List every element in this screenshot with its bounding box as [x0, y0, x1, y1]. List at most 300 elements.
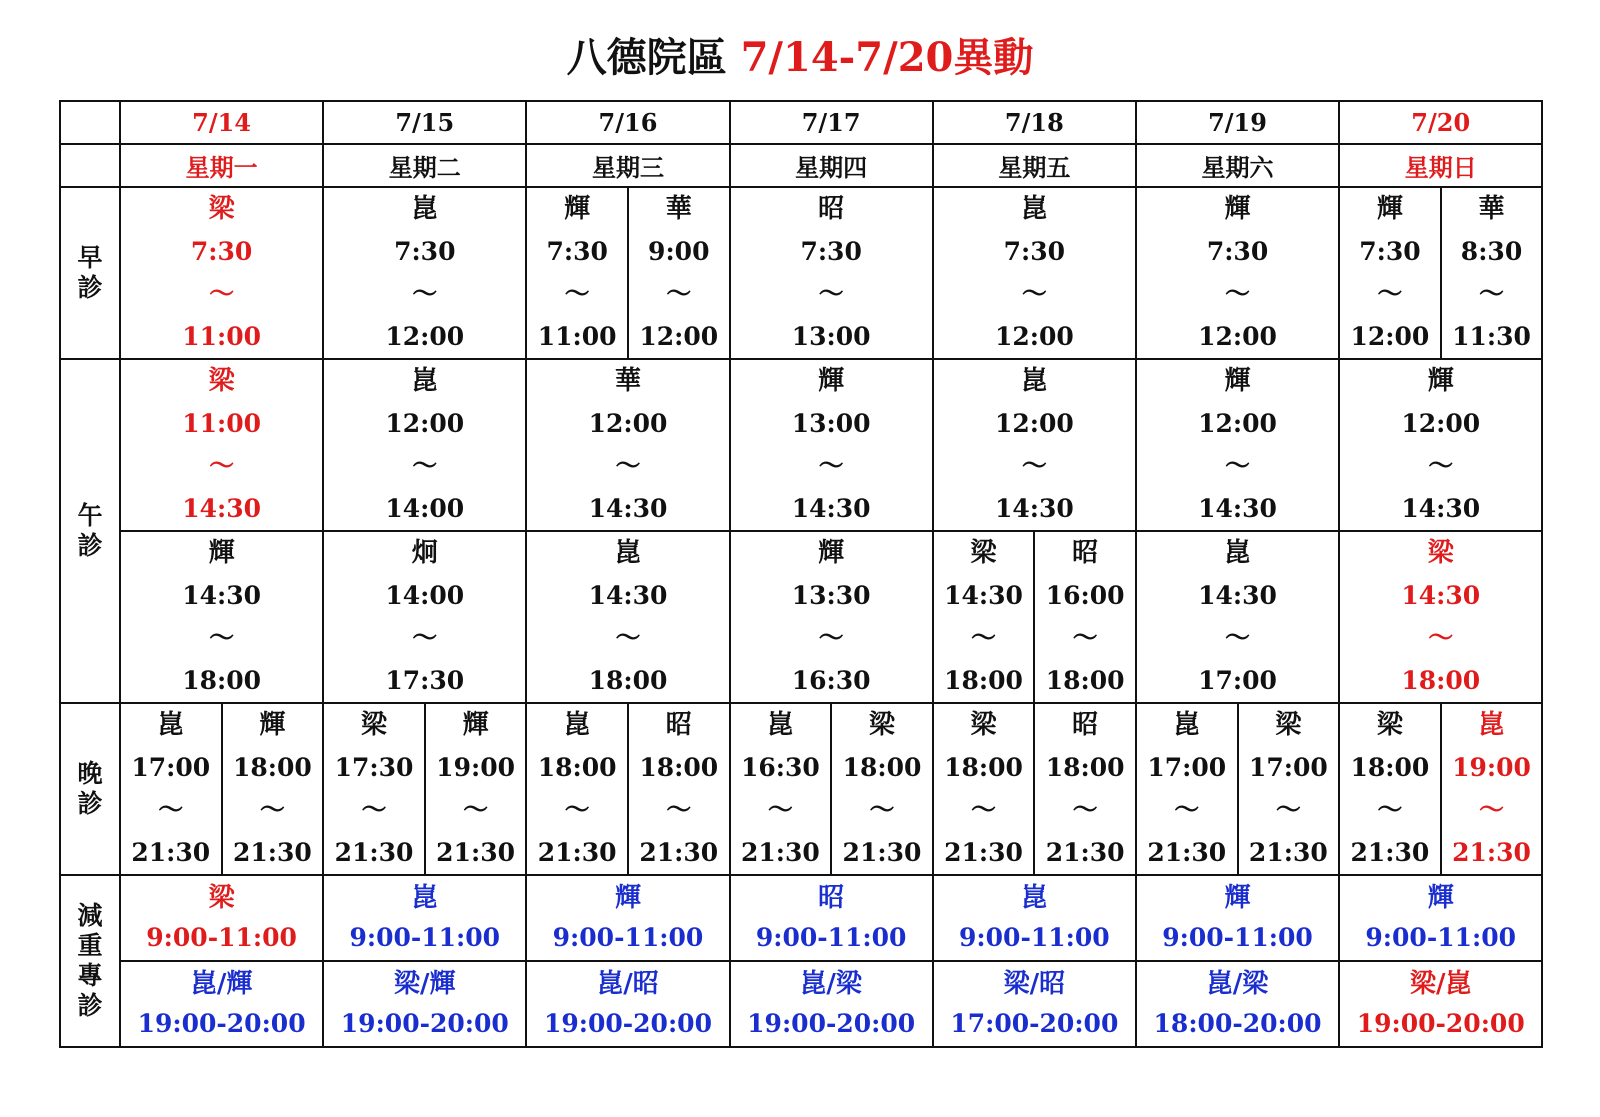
- shift-cell: [933, 703, 1035, 875]
- weight-cell: [526, 875, 729, 961]
- end-time: 21:30: [334, 837, 414, 867]
- doctor-name: 輝: [818, 366, 845, 397]
- doctor-name: 輝: [1427, 883, 1454, 913]
- end-time: 21:30: [1350, 837, 1430, 867]
- tilde: ～: [1275, 795, 1301, 825]
- end-time: 21:30: [1248, 837, 1328, 867]
- tilde: ～: [1174, 795, 1200, 825]
- doctor-name: 崑: [1173, 710, 1200, 741]
- shift-cell: [323, 531, 526, 703]
- weight-block: [1340, 883, 1541, 953]
- weight-block: [731, 969, 932, 1039]
- end-time: 21:30: [131, 837, 211, 867]
- shift-cell: [1136, 187, 1339, 359]
- afternoon-label: [60, 359, 120, 703]
- tilde: ～: [666, 279, 692, 309]
- session-time: 17:00-20:00: [950, 1009, 1119, 1038]
- doctor-name: 輝: [1224, 366, 1251, 397]
- shift-block: [934, 704, 1034, 874]
- doctor-name: 輝: [818, 538, 845, 569]
- tilde: ～: [1021, 451, 1047, 481]
- session-time: 9:00-11:00: [755, 923, 907, 952]
- session-time: 9:00-11:00: [959, 923, 1110, 952]
- doctor-name: 梁: [208, 194, 235, 225]
- tilde: ～: [767, 795, 793, 825]
- doctor-name: 崑: [1021, 883, 1048, 913]
- date-cell: 7/16: [526, 101, 729, 144]
- shift-cell: [1136, 359, 1339, 531]
- tilde: ～: [1225, 623, 1251, 653]
- shift-cell: [526, 531, 729, 703]
- date-row: [60, 101, 1542, 144]
- label-char: 減: [77, 901, 103, 930]
- weight-cell: [1136, 961, 1339, 1047]
- start-time: 7:30: [1359, 236, 1421, 266]
- tilde: ～: [209, 279, 235, 309]
- tilde: ～: [1377, 795, 1403, 825]
- evening-label: [60, 703, 120, 875]
- tilde: ～: [1072, 623, 1098, 653]
- weekday-cell: 星期一: [120, 144, 323, 187]
- shift-cell: [526, 359, 729, 531]
- title-highlight: 7/14-7/20異動: [740, 34, 1034, 81]
- start-time: 19:00: [1452, 752, 1531, 782]
- end-time: 14:30: [994, 493, 1074, 523]
- shift-cell: [526, 187, 628, 359]
- tilde: ～: [615, 623, 641, 653]
- start-time: 18:00: [639, 752, 719, 782]
- start-time: 14:00: [385, 580, 465, 610]
- end-time: 11:00: [182, 321, 261, 351]
- end-time: 12:00: [994, 321, 1074, 351]
- label-char: 診: [77, 991, 103, 1020]
- doctor-name: 華: [1478, 194, 1505, 225]
- shift-block: [1035, 704, 1135, 874]
- doctor-name: 梁: [360, 710, 387, 741]
- shift-block: [324, 188, 525, 358]
- doctor-name: 梁/昭: [1003, 969, 1066, 999]
- tilde: ～: [1479, 279, 1505, 309]
- end-time: 11:00: [537, 321, 617, 351]
- tilde: ～: [259, 795, 285, 825]
- tilde: ～: [869, 795, 895, 825]
- doctor-name: 昭: [1072, 538, 1099, 569]
- doctor-name: 崑: [1021, 366, 1048, 397]
- doctor-name: 崑: [767, 710, 794, 741]
- doctor-name: 崑: [411, 883, 438, 913]
- doctor-name: 崑: [564, 710, 591, 741]
- tilde: ～: [209, 623, 235, 653]
- end-time: 18:00: [1401, 665, 1481, 695]
- shift-cell: [425, 703, 527, 875]
- shift-cell: [933, 531, 1035, 703]
- tilde: ～: [412, 451, 438, 481]
- session-time: 9:00-11:00: [552, 923, 704, 952]
- start-time: 7:30: [1003, 236, 1066, 266]
- session-time: 9:00-11:00: [1162, 923, 1313, 952]
- session-time: 19:00-20:00: [543, 1009, 712, 1038]
- shift-block: [1137, 188, 1338, 358]
- tilde: ～: [1021, 279, 1047, 309]
- shift-block: [832, 704, 932, 874]
- shift-block: [527, 532, 728, 702]
- weight-block: [1137, 883, 1338, 953]
- label-char: 午: [77, 501, 103, 530]
- doctor-name: 崑: [1021, 194, 1048, 225]
- tilde: ～: [564, 795, 590, 825]
- shift-block: [934, 360, 1135, 530]
- session-time: 19:00-20:00: [137, 1009, 306, 1038]
- end-time: 12:00: [1350, 321, 1430, 351]
- tilde: ～: [818, 623, 844, 653]
- shift-block: [121, 188, 322, 358]
- shift-cell: [120, 359, 323, 531]
- tilde: ～: [412, 623, 438, 653]
- shift-cell: [222, 703, 324, 875]
- weight-block: [1340, 969, 1541, 1039]
- end-time: 14:30: [588, 493, 668, 523]
- doctor-name: 梁: [970, 710, 997, 741]
- end-time: 21:30: [1147, 837, 1227, 867]
- shift-block: [1239, 704, 1339, 874]
- shift-cell: [1441, 703, 1543, 875]
- end-time: 18:00: [1045, 665, 1125, 695]
- weight-block: [527, 883, 728, 953]
- shift-block: [934, 188, 1135, 358]
- doctor-name: 梁: [970, 538, 997, 569]
- doctor-name: 梁/輝: [394, 969, 456, 999]
- end-time: 18:00: [944, 665, 1023, 695]
- shift-cell: [120, 703, 222, 875]
- start-time: 14:30: [588, 580, 668, 610]
- date-cell: 7/20: [1339, 101, 1542, 144]
- end-time: 17:00: [1198, 665, 1277, 695]
- tilde: ～: [1377, 279, 1403, 309]
- label-char: 專: [77, 961, 103, 990]
- start-time: 19:00: [436, 752, 515, 782]
- shift-cell: [323, 187, 526, 359]
- schedule-table: [59, 100, 1543, 1048]
- start-time: 17:30: [334, 752, 414, 782]
- end-time: 21:30: [1045, 837, 1125, 867]
- label-char: 診: [77, 273, 103, 302]
- shift-block: [121, 704, 221, 874]
- start-time: 13:30: [791, 580, 871, 610]
- start-time: 18:00: [1350, 752, 1430, 782]
- weight-block: [934, 969, 1135, 1039]
- weight-cell: [526, 961, 729, 1047]
- weight-block: [1137, 969, 1338, 1039]
- doctor-name: 崑: [1478, 710, 1505, 741]
- session-time: 19:00-20:00: [747, 1009, 916, 1038]
- shift-cell: [933, 187, 1136, 359]
- shift-cell: [323, 359, 526, 531]
- corner-cell: [60, 144, 120, 187]
- doctor-name: 崑: [157, 710, 184, 741]
- start-time: 17:00: [131, 752, 211, 782]
- doctor-name: 炯: [411, 538, 438, 569]
- tilde: ～: [615, 451, 641, 481]
- shift-block: [1035, 532, 1135, 702]
- end-time: 17:30: [385, 665, 465, 695]
- page-title: [0, 30, 1600, 86]
- start-time: 18:00: [537, 752, 617, 782]
- weight-cell: [323, 961, 526, 1047]
- afternoon-row-2: [60, 531, 1542, 703]
- end-time: 14:00: [385, 493, 465, 523]
- start-time: 14:30: [1401, 580, 1481, 610]
- doctor-name: 梁: [208, 366, 235, 397]
- start-time: 12:00: [385, 408, 465, 438]
- morning-label: [60, 187, 120, 359]
- end-time: 18:00: [182, 665, 261, 695]
- doctor-name: 輝: [1224, 883, 1251, 913]
- session-time: 9:00-11:00: [1365, 923, 1517, 952]
- shift-cell: [1034, 531, 1136, 703]
- end-time: 21:30: [740, 837, 820, 867]
- shift-cell: [1441, 187, 1543, 359]
- start-time: 7:30: [394, 236, 456, 266]
- shift-block: [629, 188, 729, 358]
- shift-cell: [1339, 531, 1542, 703]
- session-time: 9:00-11:00: [349, 923, 501, 952]
- weekday-cell: 星期日: [1339, 144, 1542, 187]
- end-time: 12:00: [639, 321, 719, 351]
- shift-block: [324, 704, 424, 874]
- weekday-cell: 星期五: [933, 144, 1136, 187]
- tilde: ～: [158, 795, 184, 825]
- label-char: 重: [77, 931, 103, 960]
- weight-block: [121, 883, 322, 953]
- doctor-name: 輝: [259, 710, 286, 741]
- start-time: 7:30: [1206, 236, 1269, 266]
- doctor-name: 輝: [1376, 194, 1403, 225]
- weight-block: [527, 969, 728, 1039]
- afternoon-row-1: [60, 359, 1542, 531]
- start-time: 13:00: [791, 408, 871, 438]
- tilde: ～: [412, 279, 438, 309]
- shift-block: [324, 360, 525, 530]
- start-time: 16:00: [1045, 580, 1125, 610]
- weight-cell: [730, 961, 933, 1047]
- shift-block: [1442, 188, 1542, 358]
- shift-cell: [1034, 703, 1136, 875]
- shift-block: [1340, 532, 1541, 702]
- weight-cell: [120, 961, 323, 1047]
- shift-block: [1137, 360, 1338, 530]
- shift-block: [629, 704, 729, 874]
- shift-cell: [933, 359, 1136, 531]
- start-time: 12:00: [994, 408, 1074, 438]
- shift-cell: [730, 187, 933, 359]
- weight-cell: [933, 961, 1136, 1047]
- label-char: 早: [77, 243, 103, 272]
- start-time: 7:30: [546, 236, 608, 266]
- weight-cell: [120, 875, 323, 961]
- shift-cell: [526, 703, 628, 875]
- tilde: ～: [1225, 279, 1251, 309]
- doctor-name: 崑: [614, 538, 641, 569]
- weight-cell: [933, 875, 1136, 961]
- end-time: 14:30: [1198, 493, 1277, 523]
- weight-cell: [1339, 875, 1542, 961]
- start-time: 12:00: [1401, 408, 1481, 438]
- end-time: 21:30: [944, 837, 1023, 867]
- shift-block: [731, 532, 932, 702]
- start-time: 18:00: [944, 752, 1023, 782]
- evening-row: [60, 703, 1542, 875]
- shift-block: [1442, 704, 1542, 874]
- start-time: 14:30: [182, 580, 261, 610]
- doctor-name: 昭: [818, 194, 845, 225]
- tilde: ～: [361, 795, 387, 825]
- tilde: ～: [1072, 795, 1098, 825]
- start-time: 7:30: [800, 236, 862, 266]
- shift-block: [731, 360, 932, 530]
- doctor-name: 昭: [1072, 710, 1099, 741]
- shift-cell: [831, 703, 933, 875]
- shift-cell: [628, 187, 730, 359]
- weight-cell: [730, 875, 933, 961]
- weight-cell: [323, 875, 526, 961]
- session-time: 9:00-11:00: [146, 923, 297, 952]
- start-time: 18:00: [842, 752, 922, 782]
- doctor-name: 崑/梁: [800, 969, 862, 999]
- shift-cell: [628, 703, 730, 875]
- shift-block: [121, 532, 322, 702]
- doctor-name: 崑: [411, 194, 438, 225]
- doctor-name: 梁: [1275, 710, 1302, 741]
- shift-block: [934, 532, 1034, 702]
- start-time: 18:00: [1045, 752, 1125, 782]
- doctor-name: 梁: [1376, 710, 1403, 741]
- tilde: ～: [818, 279, 844, 309]
- tilde: ～: [1479, 795, 1505, 825]
- tilde: ～: [666, 795, 692, 825]
- end-time: 21:30: [639, 837, 719, 867]
- shift-block: [223, 704, 323, 874]
- end-time: 16:30: [791, 665, 871, 695]
- shift-block: [1340, 188, 1440, 358]
- shift-cell: [1339, 359, 1542, 531]
- doctor-name: 梁: [1427, 538, 1454, 569]
- end-time: 14:30: [1401, 493, 1481, 523]
- start-time: 12:00: [1198, 408, 1277, 438]
- weight-label: [60, 875, 120, 1047]
- doctor-name: 梁/崑: [1409, 969, 1472, 999]
- doctor-name: 輝: [1427, 366, 1454, 397]
- start-time: 12:00: [588, 408, 668, 438]
- tilde: ～: [1225, 451, 1251, 481]
- date-cell: 7/19: [1136, 101, 1339, 144]
- start-time: 14:30: [1198, 580, 1277, 610]
- session-time: 19:00-20:00: [1356, 1009, 1525, 1038]
- weekday-cell: 星期六: [1136, 144, 1339, 187]
- shift-cell: [120, 187, 323, 359]
- corner-cell: [60, 101, 120, 144]
- shift-block: [121, 360, 322, 530]
- weight-block: [934, 883, 1135, 953]
- weekday-row: [60, 144, 1542, 187]
- weight-row-2: [60, 961, 1542, 1047]
- shift-block: [426, 704, 526, 874]
- doctor-name: 華: [665, 194, 692, 225]
- session-time: 19:00-20:00: [340, 1009, 509, 1038]
- date-cell: 7/15: [323, 101, 526, 144]
- start-time: 9:00: [648, 236, 710, 266]
- doctor-name: 崑/昭: [597, 969, 659, 999]
- start-time: 17:00: [1147, 752, 1227, 782]
- start-time: 14:30: [944, 580, 1023, 610]
- doctor-name: 崑/梁: [1206, 969, 1269, 999]
- end-time: 21:30: [537, 837, 617, 867]
- end-time: 21:30: [232, 837, 312, 867]
- weight-cell: [1339, 961, 1542, 1047]
- weight-block: [324, 969, 525, 1039]
- tilde: ～: [1428, 451, 1454, 481]
- start-time: 11:00: [182, 408, 261, 438]
- end-time: 21:30: [436, 837, 515, 867]
- shift-block: [527, 704, 627, 874]
- label-char: 診: [77, 789, 103, 818]
- doctor-name: 崑: [1224, 538, 1251, 569]
- doctor-name: 崑: [411, 366, 438, 397]
- shift-cell: [730, 359, 933, 531]
- doctor-name: 梁: [868, 710, 895, 741]
- shift-cell: [1136, 531, 1339, 703]
- weekday-cell: 星期二: [323, 144, 526, 187]
- weight-row-1: [60, 875, 1542, 961]
- shift-block: [527, 360, 728, 530]
- session-time: 18:00-20:00: [1153, 1009, 1322, 1038]
- start-time: 8:30: [1460, 236, 1523, 266]
- date-cell: 7/14: [120, 101, 323, 144]
- date-cell: 7/17: [730, 101, 933, 144]
- start-time: 7:30: [190, 236, 253, 266]
- doctor-name: 輝: [462, 710, 489, 741]
- weight-block: [731, 883, 932, 953]
- shift-cell: [730, 703, 832, 875]
- tilde: ～: [463, 795, 489, 825]
- date-cell: 7/18: [933, 101, 1136, 144]
- end-time: 18:00: [588, 665, 668, 695]
- doctor-name: 輝: [564, 194, 591, 225]
- shift-block: [527, 188, 627, 358]
- doctor-name: 昭: [818, 883, 845, 913]
- doctor-name: 崑/輝: [190, 969, 253, 999]
- shift-block: [324, 532, 525, 702]
- tilde: ～: [564, 279, 590, 309]
- start-time: 16:30: [740, 752, 820, 782]
- shift-cell: [323, 703, 425, 875]
- tilde: ～: [971, 623, 997, 653]
- shift-block: [1137, 704, 1237, 874]
- title-prefix: 八德院區: [566, 34, 741, 81]
- doctor-name: 梁: [208, 883, 235, 913]
- shift-block: [1340, 360, 1541, 530]
- tilde: ～: [818, 451, 844, 481]
- doctor-name: 輝: [614, 883, 641, 913]
- end-time: 11:30: [1452, 321, 1531, 351]
- weekday-cell: 星期三: [526, 144, 729, 187]
- start-time: 17:00: [1248, 752, 1328, 782]
- end-time: 12:00: [385, 321, 465, 351]
- shift-cell: [1136, 703, 1238, 875]
- end-time: 14:30: [791, 493, 871, 523]
- shift-block: [1340, 704, 1440, 874]
- end-time: 21:30: [1452, 837, 1531, 867]
- shift-cell: [1339, 187, 1441, 359]
